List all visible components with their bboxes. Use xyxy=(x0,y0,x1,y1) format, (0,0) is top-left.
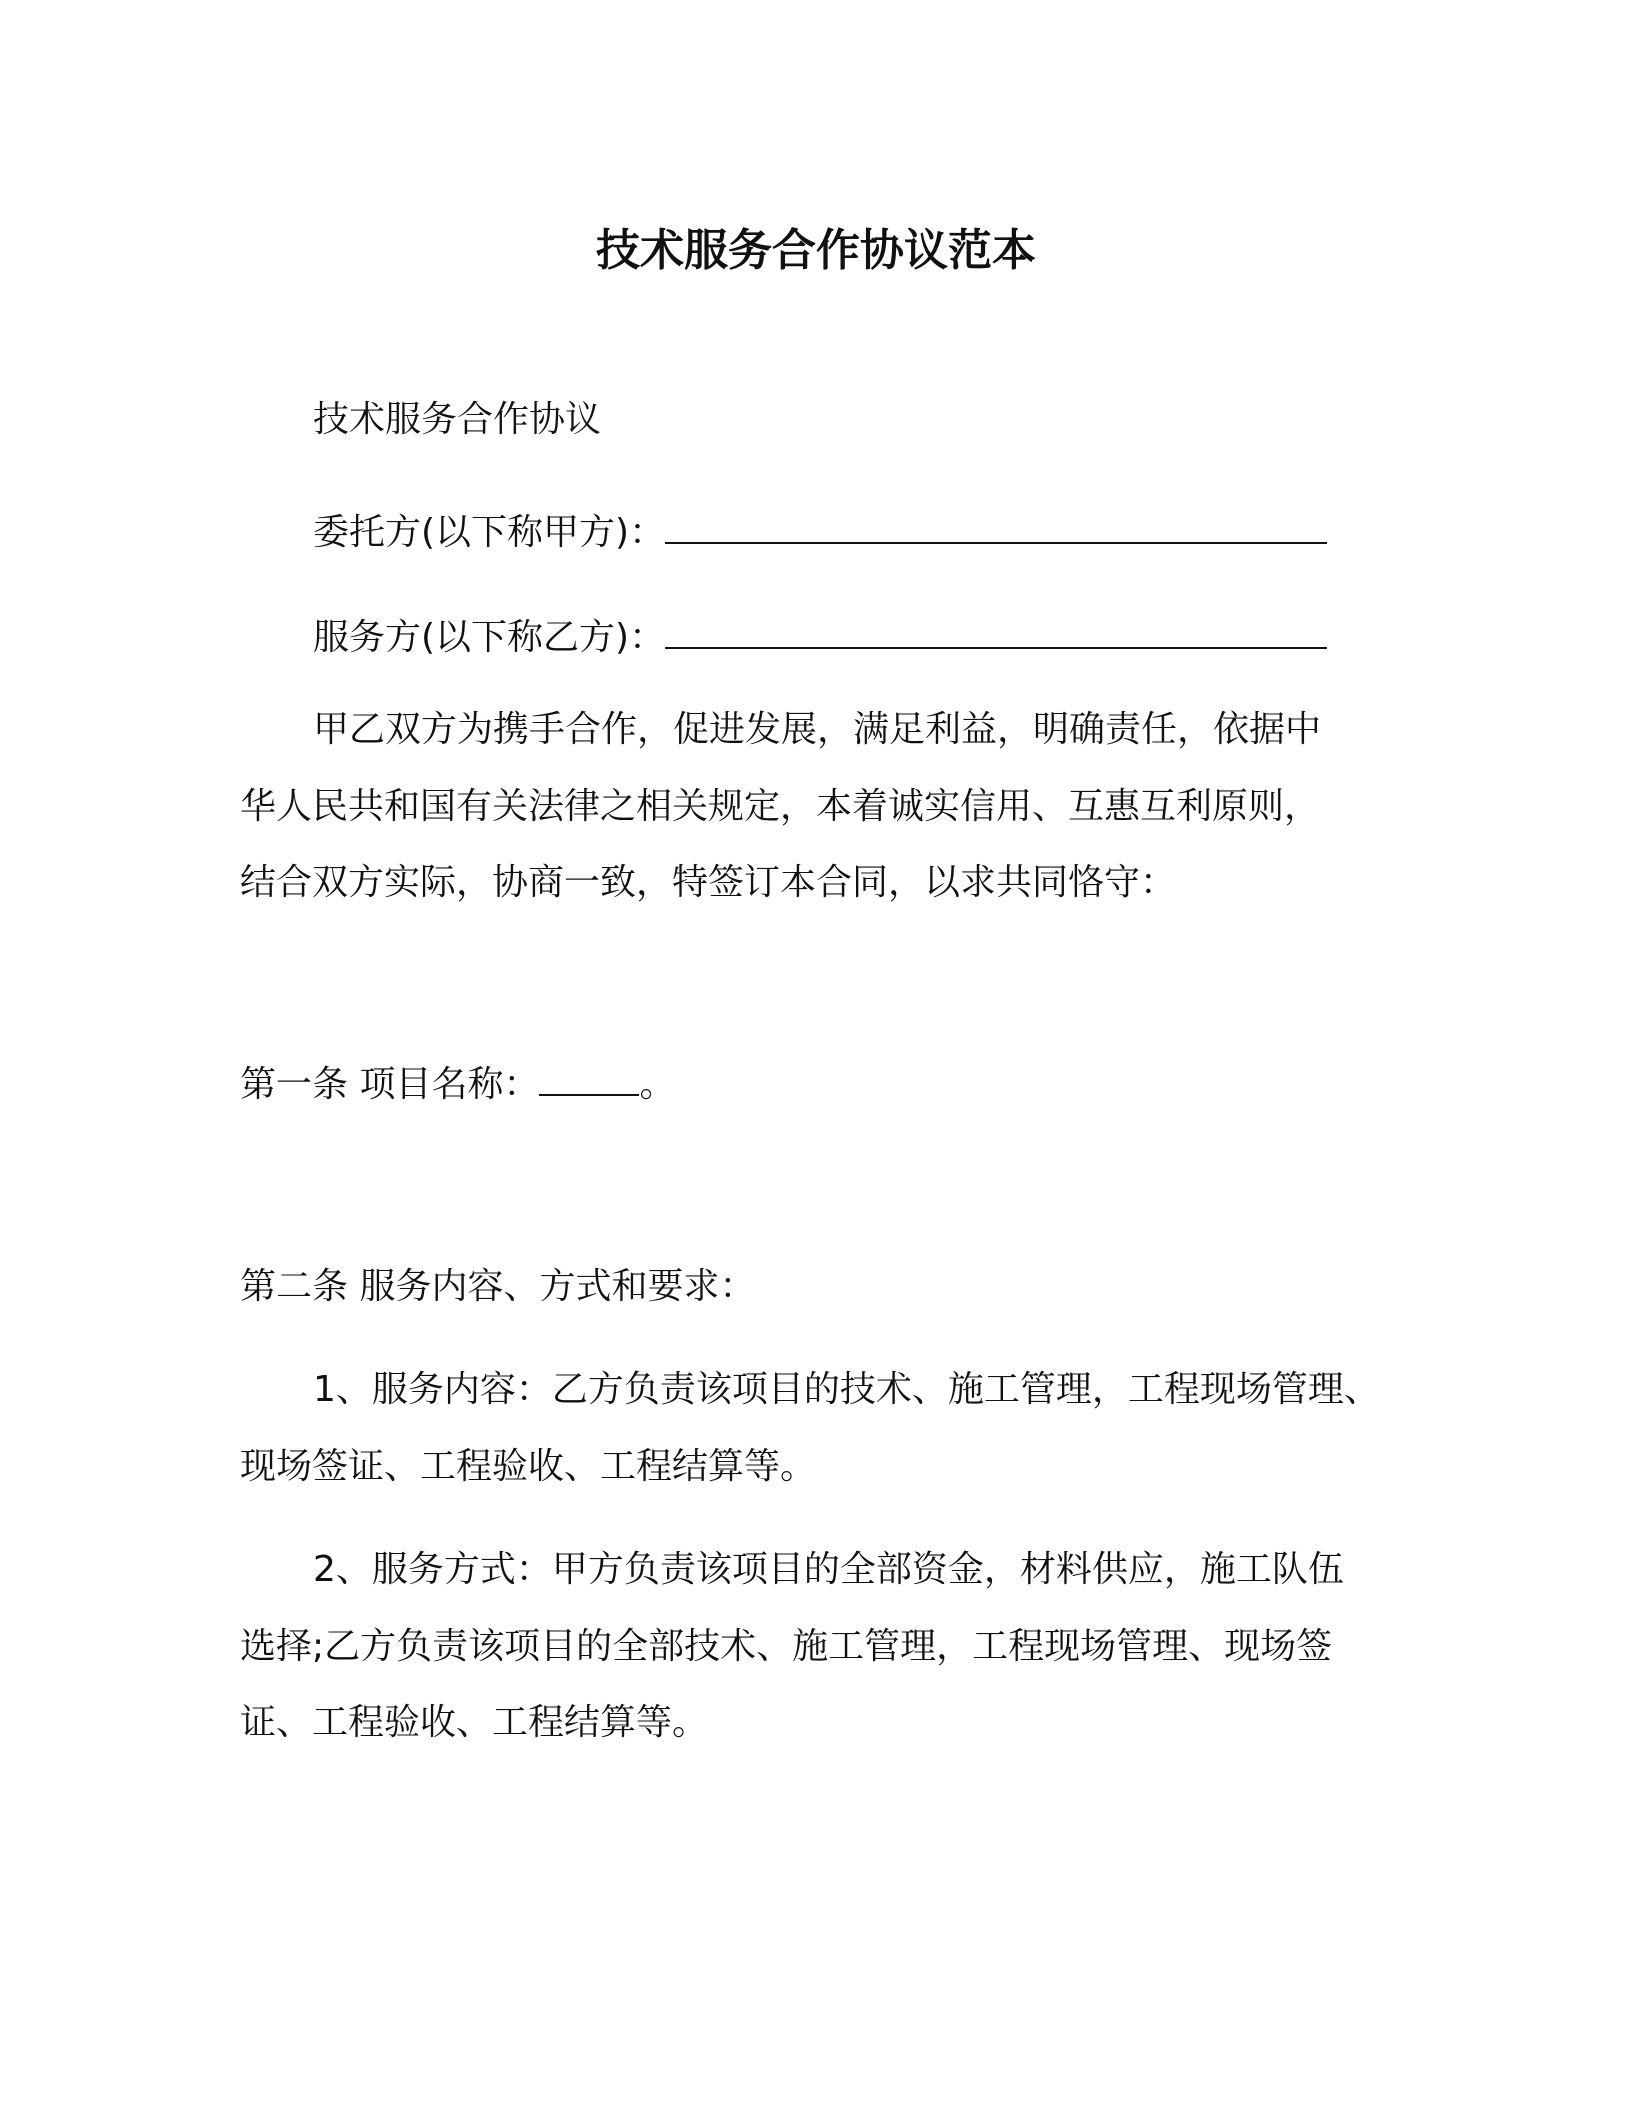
party-a-label: 委托方(以下称甲方)： xyxy=(313,512,666,553)
preamble-line: 华人民共和国有关法律之相关规定，本着诚实信用、互惠互利原则， xyxy=(240,786,1321,827)
preamble-line: 结合双方实际，协商一致，特签订本合同，以求共同恪守： xyxy=(240,862,1177,903)
item-2-line: 证、工程验收、工程结算等。 xyxy=(240,1702,709,1743)
agreement-subtitle: 技术服务合作协议 xyxy=(313,399,602,440)
article-1 xyxy=(240,1063,675,1107)
article-1-end: 。 xyxy=(639,1064,676,1105)
article-2-heading: 第二条 服务内容、方式和要求： xyxy=(240,1266,756,1307)
item-2-line: 2、服务方式：甲方负责该项目的全部资金，材料供应，施工队伍 xyxy=(313,1549,1344,1590)
preamble-line: 甲乙双方为携手合作，促进发展，满足利益，明确责任，依据中 xyxy=(313,709,1322,750)
item-2-line: 选择;乙方负责该项目的全部技术、施工管理，工程现场管理、现场签 xyxy=(240,1626,1333,1667)
party-b-blank xyxy=(665,613,1327,649)
project-name-blank xyxy=(539,1064,639,1096)
item-1-line: 1、服务内容：乙方负责该项目的技术、施工管理，工程现场管理、 xyxy=(313,1369,1380,1410)
party-a-line xyxy=(313,508,1327,555)
party-b-label: 服务方(以下称乙方)： xyxy=(313,617,666,658)
party-b-line xyxy=(313,613,1327,660)
item-1-line: 现场签证、工程验收、工程结算等。 xyxy=(240,1446,817,1487)
document-title: 技术服务合作协议范本 xyxy=(596,225,1036,276)
party-a-blank xyxy=(665,508,1327,544)
article-1-label: 第一条 项目名称： xyxy=(240,1064,540,1105)
